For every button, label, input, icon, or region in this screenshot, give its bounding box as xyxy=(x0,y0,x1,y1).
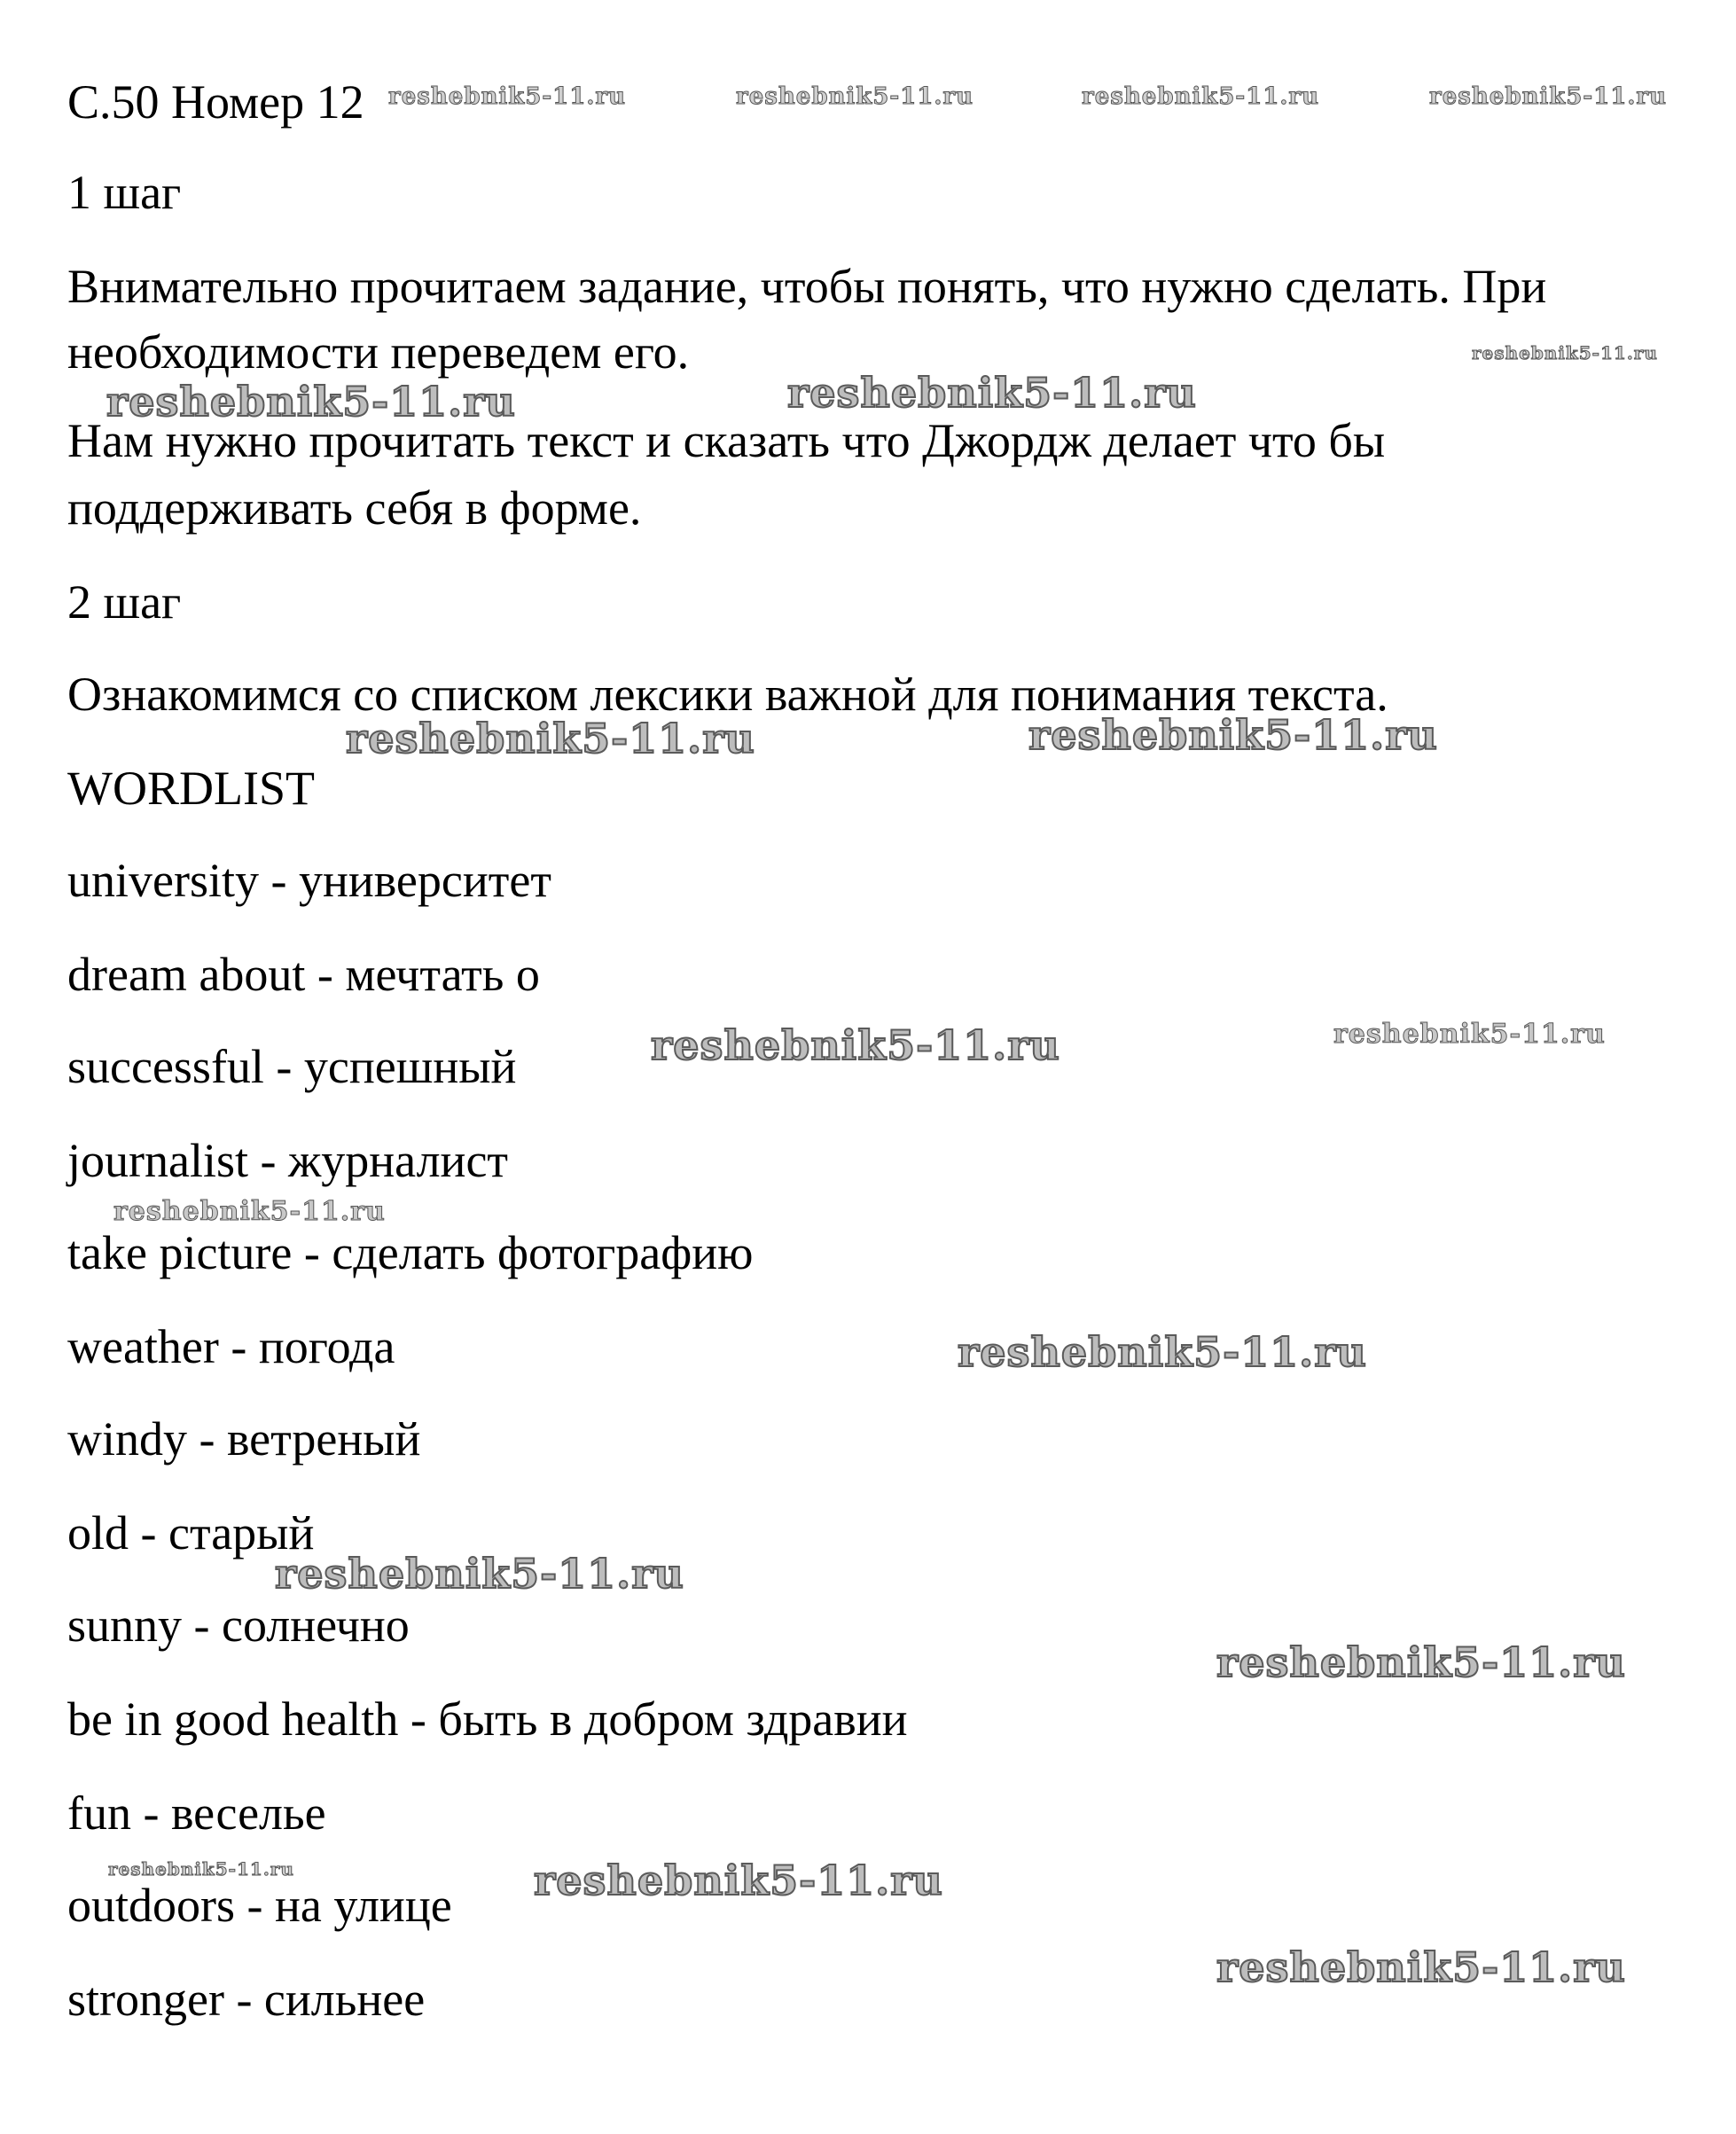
wordlist-item: university - университет xyxy=(67,854,551,907)
watermark: reshebnik5-11.ru xyxy=(1216,1638,1626,1686)
wordlist-item: sunny - солнечно xyxy=(67,1599,410,1652)
wordlist-item: successful - успешный xyxy=(67,1040,517,1093)
step-2-label: 2 шаг xyxy=(67,575,182,629)
watermark: reshebnik5-11.ru xyxy=(275,1550,684,1598)
watermark: reshebnik5-11.ru xyxy=(113,1196,386,1227)
watermark: reshebnik5-11.ru xyxy=(1429,83,1668,110)
wordlist-item: dream about - мечтать о xyxy=(67,948,540,1001)
step-2-text: Ознакомимся со списком лексики важной для понимания текста. xyxy=(67,668,1388,721)
wordlist-item: weather - погода xyxy=(67,1320,395,1373)
wordlist-item: fun - веселье xyxy=(67,1786,326,1840)
watermark: reshebnik5-11.ru xyxy=(787,369,1197,417)
watermark: reshebnik5-11.ru xyxy=(736,83,974,110)
watermark: reshebnik5-11.ru xyxy=(958,1328,1367,1376)
wordlist-item: journalist - журналист xyxy=(67,1134,509,1187)
wordlist-item: old - старый xyxy=(67,1506,315,1559)
page-title: С.50 Номер 12 xyxy=(67,75,364,129)
watermark: reshebnik5-11.ru xyxy=(1216,1943,1626,1991)
task-text-line-2: поддерживать себя в форме. xyxy=(67,481,642,535)
wordlist-item: take picture - сделать фотографию xyxy=(67,1226,754,1279)
watermark: reshebnik5-11.ru xyxy=(1472,342,1658,363)
wordlist-item: be in good health - быть в добром здравии xyxy=(67,1692,908,1746)
step-1-label: 1 шаг xyxy=(67,166,182,219)
watermark: reshebnik5-11.ru xyxy=(106,378,516,426)
wordlist-item: windy - ветреный xyxy=(67,1412,421,1466)
watermark: reshebnik5-11.ru xyxy=(1082,83,1320,110)
watermark: reshebnik5-11.ru xyxy=(388,83,627,110)
watermark: reshebnik5-11.ru xyxy=(1028,711,1438,759)
wordlist-item: outdoors - на улице xyxy=(67,1879,452,1932)
step-1-text-line-1: Внимательно прочитаем задание, чтобы понять, что нужно сделать. При xyxy=(67,260,1547,313)
watermark: reshebnik5-11.ru xyxy=(346,715,755,762)
watermark: reshebnik5-11.ru xyxy=(108,1858,294,1880)
watermark: reshebnik5-11.ru xyxy=(651,1021,1060,1069)
wordlist-item: stronger - сильнее xyxy=(67,1973,426,2026)
task-text-line-1: Нам нужно прочитать текст и сказать что Джордж делает что бы xyxy=(67,414,1386,467)
watermark: reshebnik5-11.ru xyxy=(534,1857,943,1904)
wordlist-heading: WORDLIST xyxy=(67,762,315,815)
watermark: reshebnik5-11.ru xyxy=(1333,1019,1606,1050)
step-1-text-line-2: необходимости переведем его. xyxy=(67,325,690,379)
